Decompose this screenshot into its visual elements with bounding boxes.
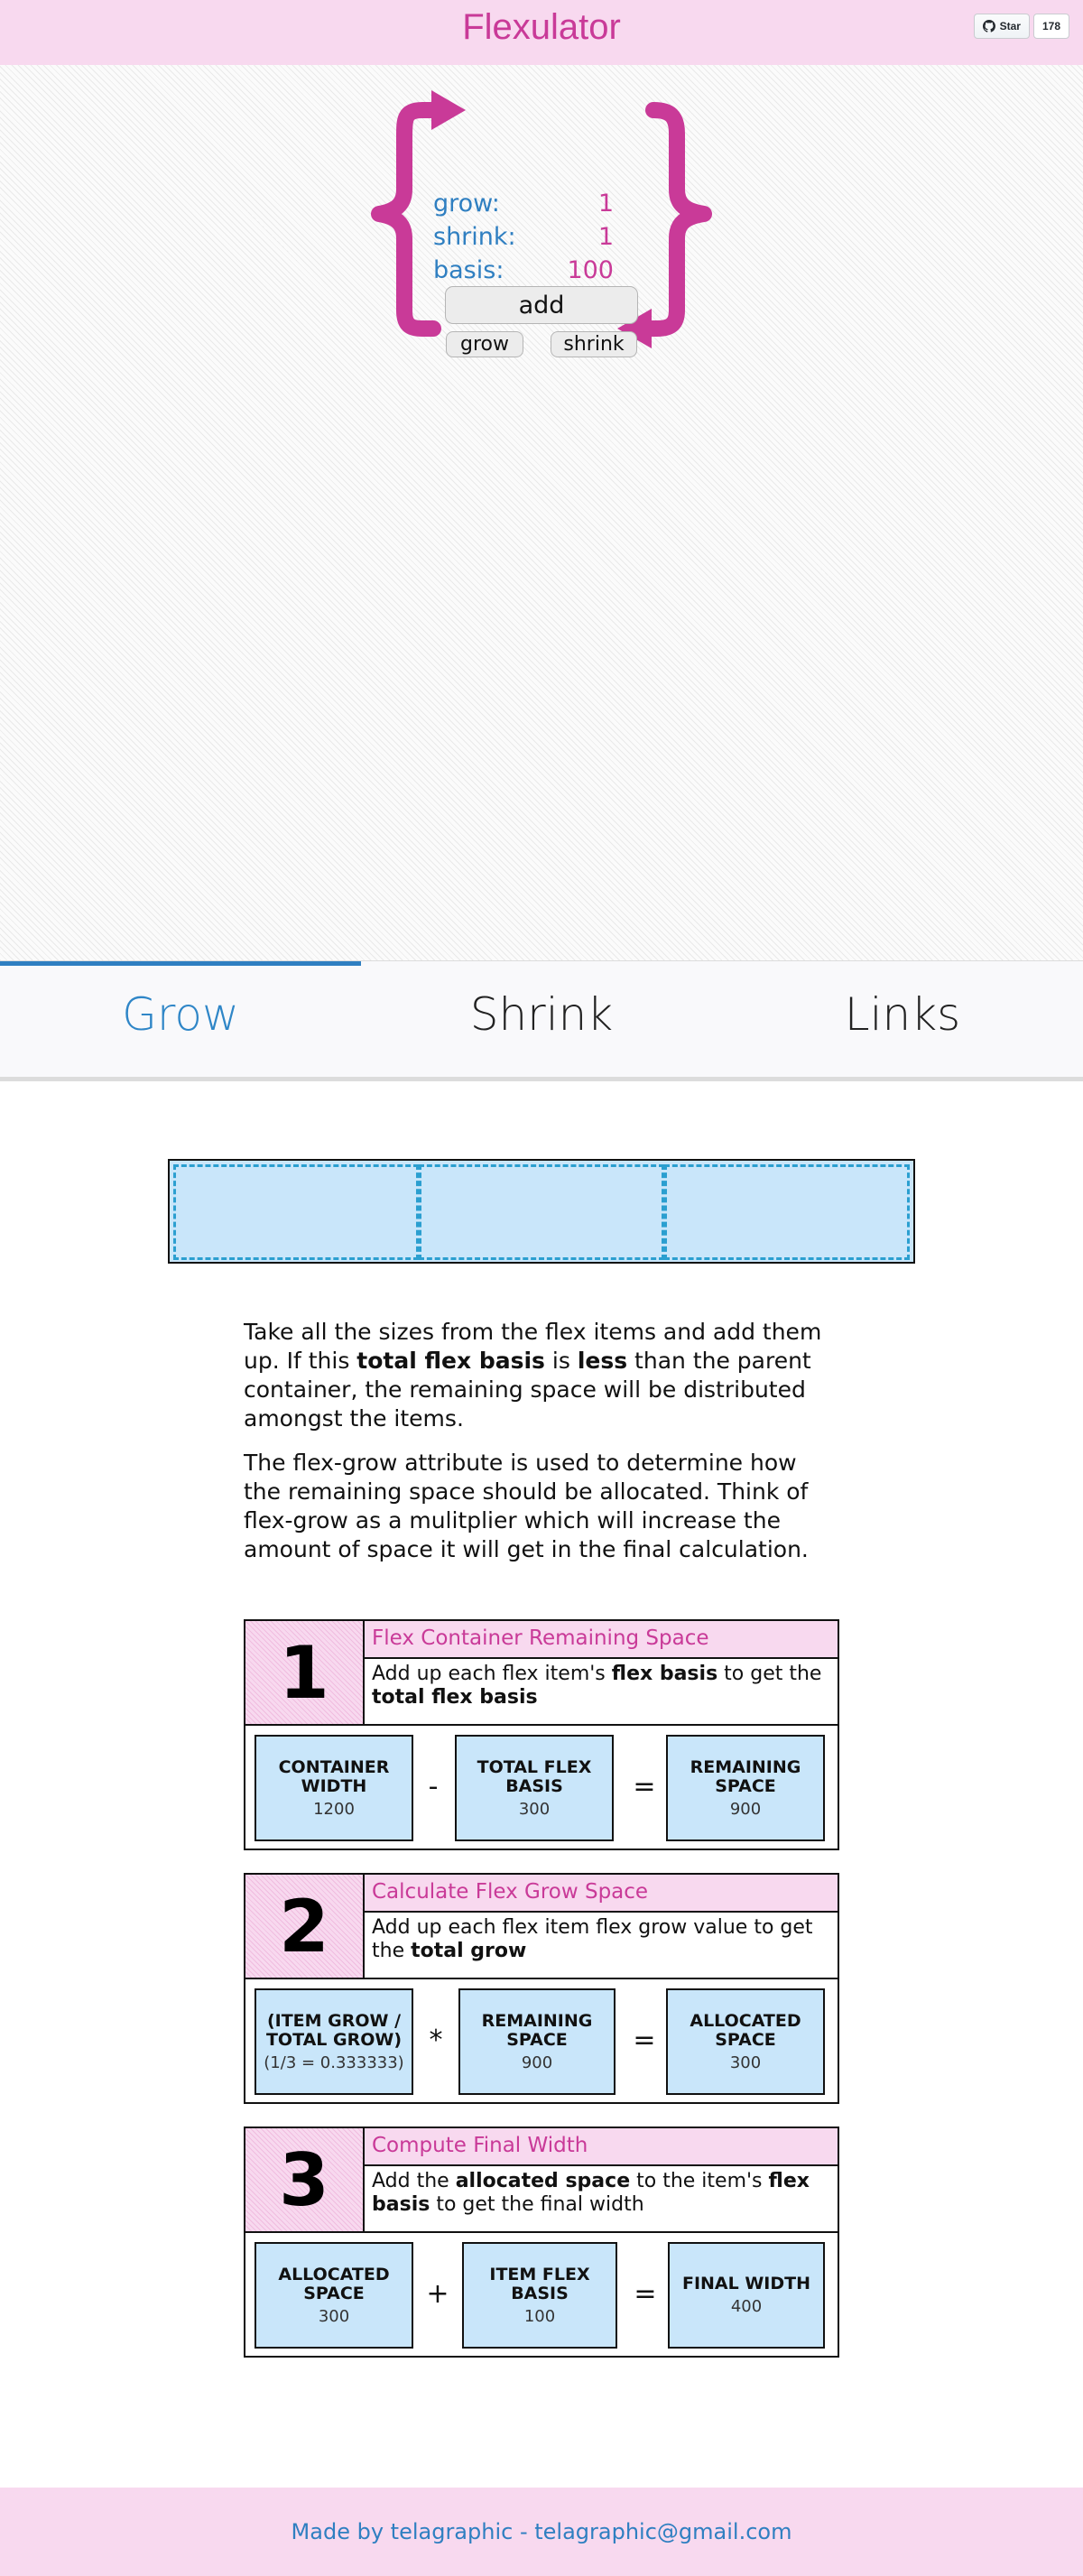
equation-box: FINAL WIDTH 400 bbox=[668, 2242, 825, 2349]
operator: = bbox=[633, 1771, 656, 1802]
app-title: Flexulator bbox=[462, 7, 621, 47]
github-star-count[interactable]: 178 bbox=[1033, 14, 1069, 39]
step-card-2 bbox=[244, 1873, 839, 2104]
basis-label: basis: bbox=[433, 256, 504, 284]
operator: = bbox=[633, 2025, 656, 2056]
equation-row bbox=[245, 2233, 838, 2356]
equation-box: CONTAINER WIDTH 1200 bbox=[255, 1735, 413, 1841]
footer-credit-link[interactable]: Made by telagraphic - telagraphic@gmail.com bbox=[291, 2519, 792, 2544]
tab-bar bbox=[0, 960, 1083, 1081]
grow-control[interactable] bbox=[433, 190, 614, 222]
tab-grow[interactable]: Grow bbox=[122, 988, 239, 1041]
grow-explanation-paragraph-2: The flex-grow attribute is used to determine how the remaining space should be allocated. Think of flex-grow as a mulitplier which will increase the amount of space it will get in the final calculation. bbox=[244, 1450, 809, 1562]
basis-control[interactable] bbox=[433, 256, 614, 289]
step-title: Calculate Flex Grow Space bbox=[365, 1875, 838, 1913]
footer bbox=[0, 2488, 1083, 2576]
add-button[interactable]: add bbox=[445, 286, 638, 324]
active-tab-indicator bbox=[0, 961, 361, 966]
grow-explanation-paragraph-1: Take all the sizes from the flex items and add them up. If this total flex basis is less than the parent container, the remaining space will be distributed amongst the items. bbox=[244, 1319, 822, 1432]
flex-item-controller bbox=[368, 83, 715, 372]
shrink-control[interactable] bbox=[433, 223, 614, 255]
step-number: 2 bbox=[245, 1875, 365, 1979]
demo-flex-container bbox=[168, 1159, 915, 1264]
github-icon bbox=[983, 20, 995, 32]
demo-flex-item bbox=[419, 1164, 664, 1260]
shrink-label: shrink: bbox=[433, 223, 516, 251]
equation-box: ALLOCATED SPACE 300 bbox=[666, 1988, 825, 2095]
equation-box: REMAINING SPACE 900 bbox=[666, 1735, 825, 1841]
equation-row bbox=[245, 1726, 838, 1849]
step-description: Add the allocated space to the item's flex basis to get the final width bbox=[365, 2166, 838, 2233]
equation-box: ALLOCATED SPACE 300 bbox=[255, 2242, 413, 2349]
github-star-button[interactable] bbox=[974, 14, 1030, 39]
flex-playground bbox=[0, 65, 1083, 960]
operator: - bbox=[428, 1771, 439, 1802]
header bbox=[0, 0, 1083, 65]
shrink-button[interactable]: shrink bbox=[551, 331, 637, 357]
basis-value-input[interactable]: 100 bbox=[567, 256, 614, 284]
step-description: Add up each flex item flex grow value to get the total grow bbox=[365, 1913, 838, 1979]
grow-button[interactable]: grow bbox=[446, 331, 523, 357]
equation-box: ITEM FLEX BASIS 100 bbox=[462, 2242, 617, 2349]
equation-row bbox=[245, 1979, 838, 2102]
grow-label: grow: bbox=[433, 190, 500, 218]
step-number: 1 bbox=[245, 1621, 365, 1726]
shrink-value-input[interactable]: 1 bbox=[597, 223, 614, 251]
step-description: Add up each flex item's flex basis to get the total flex basis bbox=[365, 1659, 838, 1726]
tab-links[interactable]: Links bbox=[844, 988, 961, 1041]
operator: = bbox=[634, 2278, 657, 2310]
operator: + bbox=[426, 2278, 449, 2310]
equation-box: (ITEM GROW / TOTAL GROW) (1/3 = 0.333333) bbox=[255, 1988, 413, 2095]
github-star-label: Star bbox=[999, 20, 1021, 32]
step-number: 3 bbox=[245, 2128, 365, 2233]
operator: * bbox=[429, 2025, 443, 2056]
grow-value-input[interactable]: 1 bbox=[597, 190, 614, 218]
step-card-1 bbox=[244, 1619, 839, 1850]
tab-shrink[interactable]: Shrink bbox=[469, 988, 614, 1041]
step-title: Compute Final Width bbox=[365, 2128, 838, 2166]
equation-box: TOTAL FLEX BASIS 300 bbox=[455, 1735, 614, 1841]
github-star-widget[interactable] bbox=[974, 14, 1069, 39]
demo-flex-item bbox=[664, 1164, 910, 1260]
step-card-3 bbox=[244, 2127, 839, 2358]
step-title: Flex Container Remaining Space bbox=[365, 1621, 838, 1659]
equation-box: REMAINING SPACE 900 bbox=[458, 1988, 616, 2095]
demo-flex-item bbox=[173, 1164, 419, 1260]
